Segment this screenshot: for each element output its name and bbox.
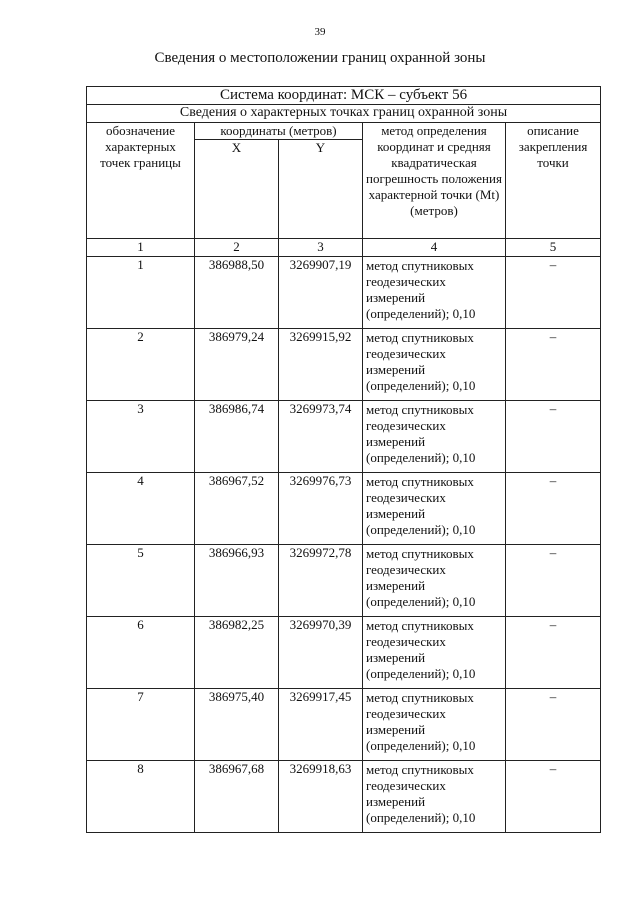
column-number: 5 (506, 239, 601, 257)
coordinate-y: 3269917,45 (279, 689, 363, 761)
measurement-method: метод спутниковых геодезических измерений (определений); 0,10 (363, 329, 506, 401)
table-row (87, 473, 601, 545)
fixing-description: – (506, 329, 601, 401)
measurement-method: метод спутниковых геодезических измерений (определений); 0,10 (363, 401, 506, 473)
measurement-method: метод спутниковых геодезических измерений (определений); 0,10 (363, 257, 506, 329)
point-number: 1 (87, 257, 195, 329)
measurement-method: метод спутниковых геодезических измерений (определений); 0,10 (363, 617, 506, 689)
point-number: 3 (87, 401, 195, 473)
column-header-x: X (195, 140, 279, 239)
column-number: 4 (363, 239, 506, 257)
column-number: 3 (279, 239, 363, 257)
coordinate-x: 386988,50 (195, 257, 279, 329)
point-number: 8 (87, 761, 195, 833)
point-number: 7 (87, 689, 195, 761)
point-number: 6 (87, 617, 195, 689)
column-number-row (87, 239, 601, 257)
coordinate-x: 386966,93 (195, 545, 279, 617)
point-number: 4 (87, 473, 195, 545)
document-title: Сведения о местоположении границ охранной зоны (154, 50, 486, 66)
table-row (87, 689, 601, 761)
coordinate-y: 3269973,74 (279, 401, 363, 473)
fixing-description: – (506, 545, 601, 617)
column-header-designation: обозначение характерных точек границы (87, 123, 195, 239)
point-number: 2 (87, 329, 195, 401)
table-row (87, 401, 601, 473)
column-number: 1 (87, 239, 195, 257)
coordinate-x: 386967,68 (195, 761, 279, 833)
coordinate-y: 3269970,39 (279, 617, 363, 689)
coordinate-system-header: Система координат: МСК – субъект 56 (87, 87, 601, 105)
measurement-method: метод спутниковых геодезических измерений (определений); 0,10 (363, 545, 506, 617)
fixing-description: – (506, 257, 601, 329)
table-row (87, 761, 601, 833)
coordinate-y: 3269972,78 (279, 545, 363, 617)
table-row (87, 329, 601, 401)
coordinate-x: 386986,74 (195, 401, 279, 473)
fixing-description: – (506, 401, 601, 473)
fixing-description: – (506, 617, 601, 689)
coordinate-x: 386979,24 (195, 329, 279, 401)
coordinate-y: 3269976,73 (279, 473, 363, 545)
point-number: 5 (87, 545, 195, 617)
coordinate-y: 3269918,63 (279, 761, 363, 833)
boundary-points-table (86, 86, 601, 833)
fixing-description: – (506, 689, 601, 761)
column-header-description: описание закрепления точки (506, 123, 601, 239)
fixing-description: – (506, 473, 601, 545)
section-header: Сведения о характерных точках границ охранной зоны (87, 105, 601, 123)
coordinate-x: 386982,25 (195, 617, 279, 689)
column-header-method: метод определения координат и средняя квадратическая погрешность положения характерной точки (Mt) (метров) (363, 123, 506, 239)
measurement-method: метод спутниковых геодезических измерений (определений); 0,10 (363, 689, 506, 761)
page-number: 39 (314, 26, 326, 38)
table-row (87, 545, 601, 617)
fixing-description: – (506, 761, 601, 833)
column-number: 2 (195, 239, 279, 257)
coordinate-x: 386967,52 (195, 473, 279, 545)
coordinate-x: 386975,40 (195, 689, 279, 761)
table-row (87, 617, 601, 689)
coordinate-y: 3269907,19 (279, 257, 363, 329)
column-header-y: Y (279, 140, 363, 239)
table-row (87, 257, 601, 329)
measurement-method: метод спутниковых геодезических измерений (определений); 0,10 (363, 761, 506, 833)
coordinate-y: 3269915,92 (279, 329, 363, 401)
measurement-method: метод спутниковых геодезических измерений (определений); 0,10 (363, 473, 506, 545)
column-header-coordinates: координаты (метров) (195, 123, 363, 140)
